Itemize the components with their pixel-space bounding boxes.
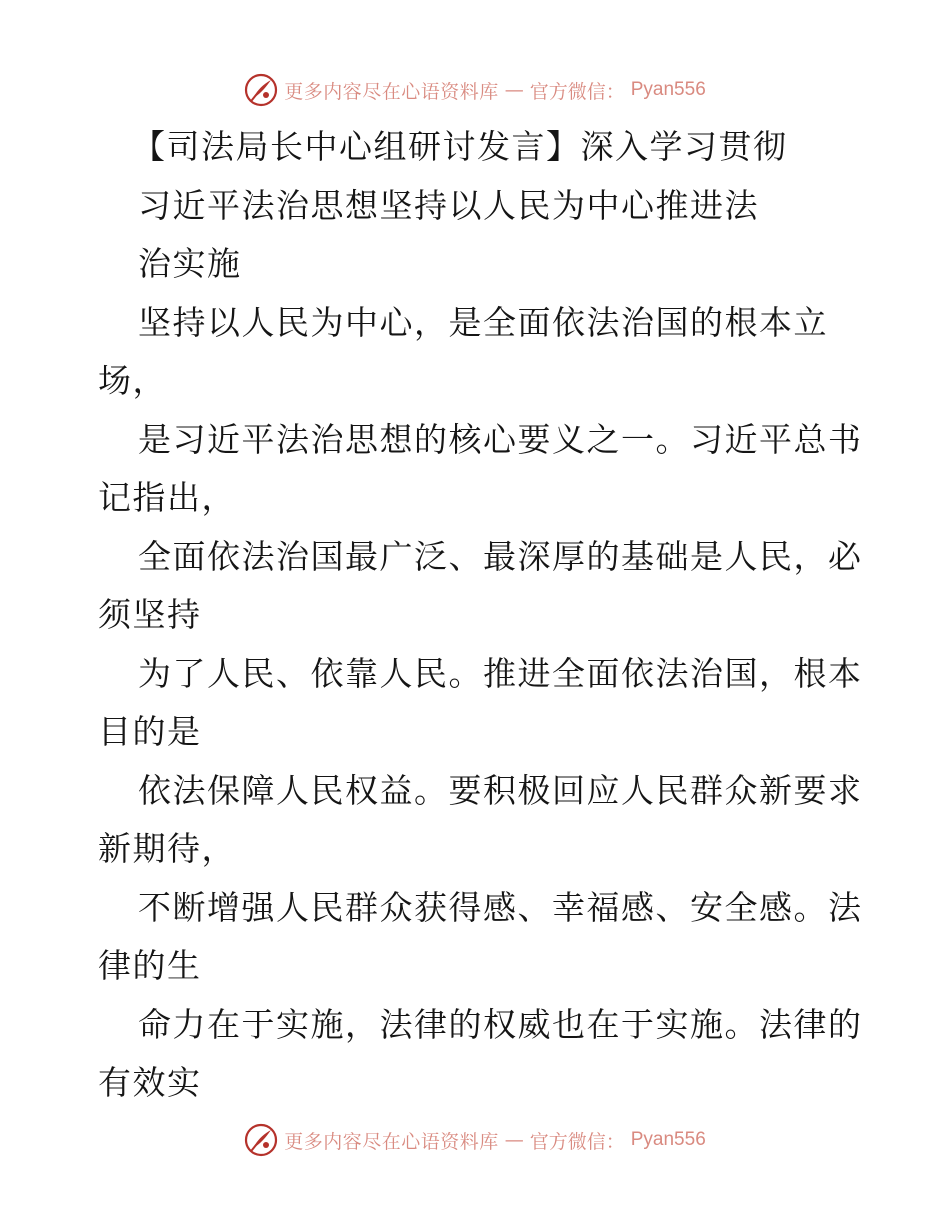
body-line: 命力在于实施，法律的权威也在于实施。法律的: [138, 1005, 863, 1044]
footer-banner: [0, 1120, 950, 1160]
wechat-label: 官方微信：: [529, 1130, 625, 1153]
wechat-id: Pyan556: [630, 1129, 706, 1150]
banner-separator: —: [504, 1129, 524, 1151]
body-line: 不断增强人民群众获得感、幸福感、安全感。法: [138, 888, 863, 927]
body-line: 全面依法治国最广泛、最深厚的基础是人民，必: [138, 537, 863, 576]
wechat-id: Pyan556: [630, 79, 706, 100]
body-line: 新期待，: [98, 829, 236, 868]
quill-pen-icon: [244, 1123, 278, 1157]
body-line: 为了人民、依靠人民。推进全面依法治国，根本: [138, 654, 863, 693]
banner-separator: —: [504, 79, 524, 101]
body-line: 有效实: [98, 1063, 202, 1102]
body-line: 须坚持: [98, 595, 202, 634]
body-line: 律的生: [98, 946, 202, 985]
banner-slogan: 更多内容尽在心语资料库: [284, 1130, 499, 1153]
body-line: 依法保障人民权益。要积极回应人民群众新要求: [138, 771, 863, 810]
document-title-line-1: 【司法局长中心组研讨发言】深入学习贯彻: [132, 127, 788, 166]
wechat-label: 官方微信：: [529, 80, 625, 103]
body-line: 目的是: [98, 712, 202, 751]
document-title-line-2: 习近平法治思想坚持以人民为中心推进法: [138, 186, 759, 225]
body-line: 坚持以人民为中心，是全面依法治国的根本立: [138, 303, 828, 342]
body-line: 场，: [98, 361, 167, 400]
banner-slogan: 更多内容尽在心语资料库: [284, 80, 499, 103]
body-line: 是习近平法治思想的核心要义之一。习近平总书: [138, 420, 863, 459]
document-title-line-3: 治实施: [138, 244, 242, 283]
body-line: 记指出，: [98, 478, 236, 517]
